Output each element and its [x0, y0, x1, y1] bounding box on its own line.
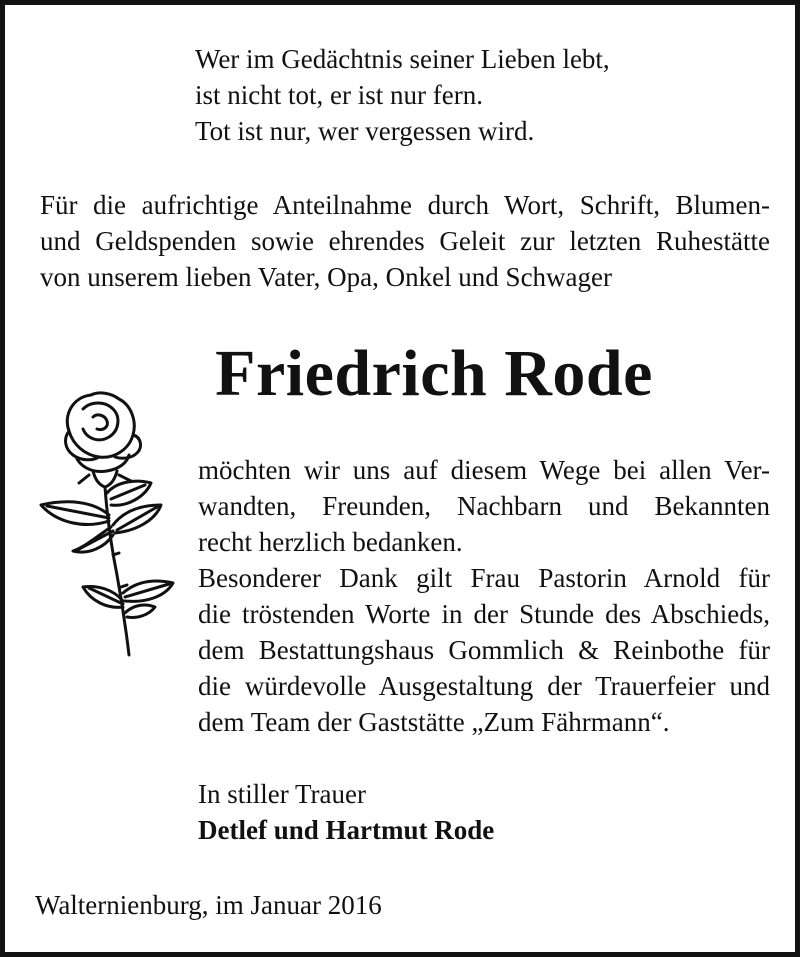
place-date: Walternienburg, im Januar 2016	[35, 890, 382, 920]
thanks-line-8: dem Team der Gaststätte „Zum Fährmann“.	[198, 707, 670, 737]
thanks-line-1: möchten wir uns auf diesem Wege bei allen Ver-	[198, 455, 770, 485]
deceased-name: Friedrich Rode	[215, 337, 653, 410]
closing-text: In stiller Trauer	[198, 779, 366, 809]
rose-icon	[33, 375, 193, 675]
thanks-line-4: Besonderer Dank gilt Frau Pastorin Arnold für	[198, 563, 770, 593]
intro-line-2: und Geldspenden sowie ehrendes Geleit zur letzten Ruhestätte	[40, 226, 770, 256]
thanks-line-2: wandten, Freunden, Nachbarn und Bekannten	[198, 491, 770, 521]
verse-line-2: ist nicht tot, er ist nur fern.	[195, 80, 483, 110]
thanks-line-7: die würdevolle Ausgestaltung der Trauerfeier und	[198, 671, 770, 701]
signers: Detlef und Hartmut Rode	[198, 815, 495, 845]
thanks-line-6: dem Bestattungshaus Gommlich & Reinbothe für	[198, 635, 770, 665]
intro-line-1: Für die aufrichtige Anteilnahme durch Wort, Schrift, Blumen-	[40, 190, 770, 220]
verse-line-3: Tot ist nur, wer vergessen wird.	[195, 116, 535, 146]
verse-line-1: Wer im Gedächtnis seiner Lieben lebt,	[195, 44, 610, 74]
intro-line-3: von unserem lieben Vater, Opa, Onkel und Schwager	[40, 262, 613, 292]
thanks-line-5: die tröstenden Worte in der Stunde des Abschieds,	[198, 599, 770, 629]
thanks-line-3: recht herzlich bedanken.	[198, 527, 463, 557]
